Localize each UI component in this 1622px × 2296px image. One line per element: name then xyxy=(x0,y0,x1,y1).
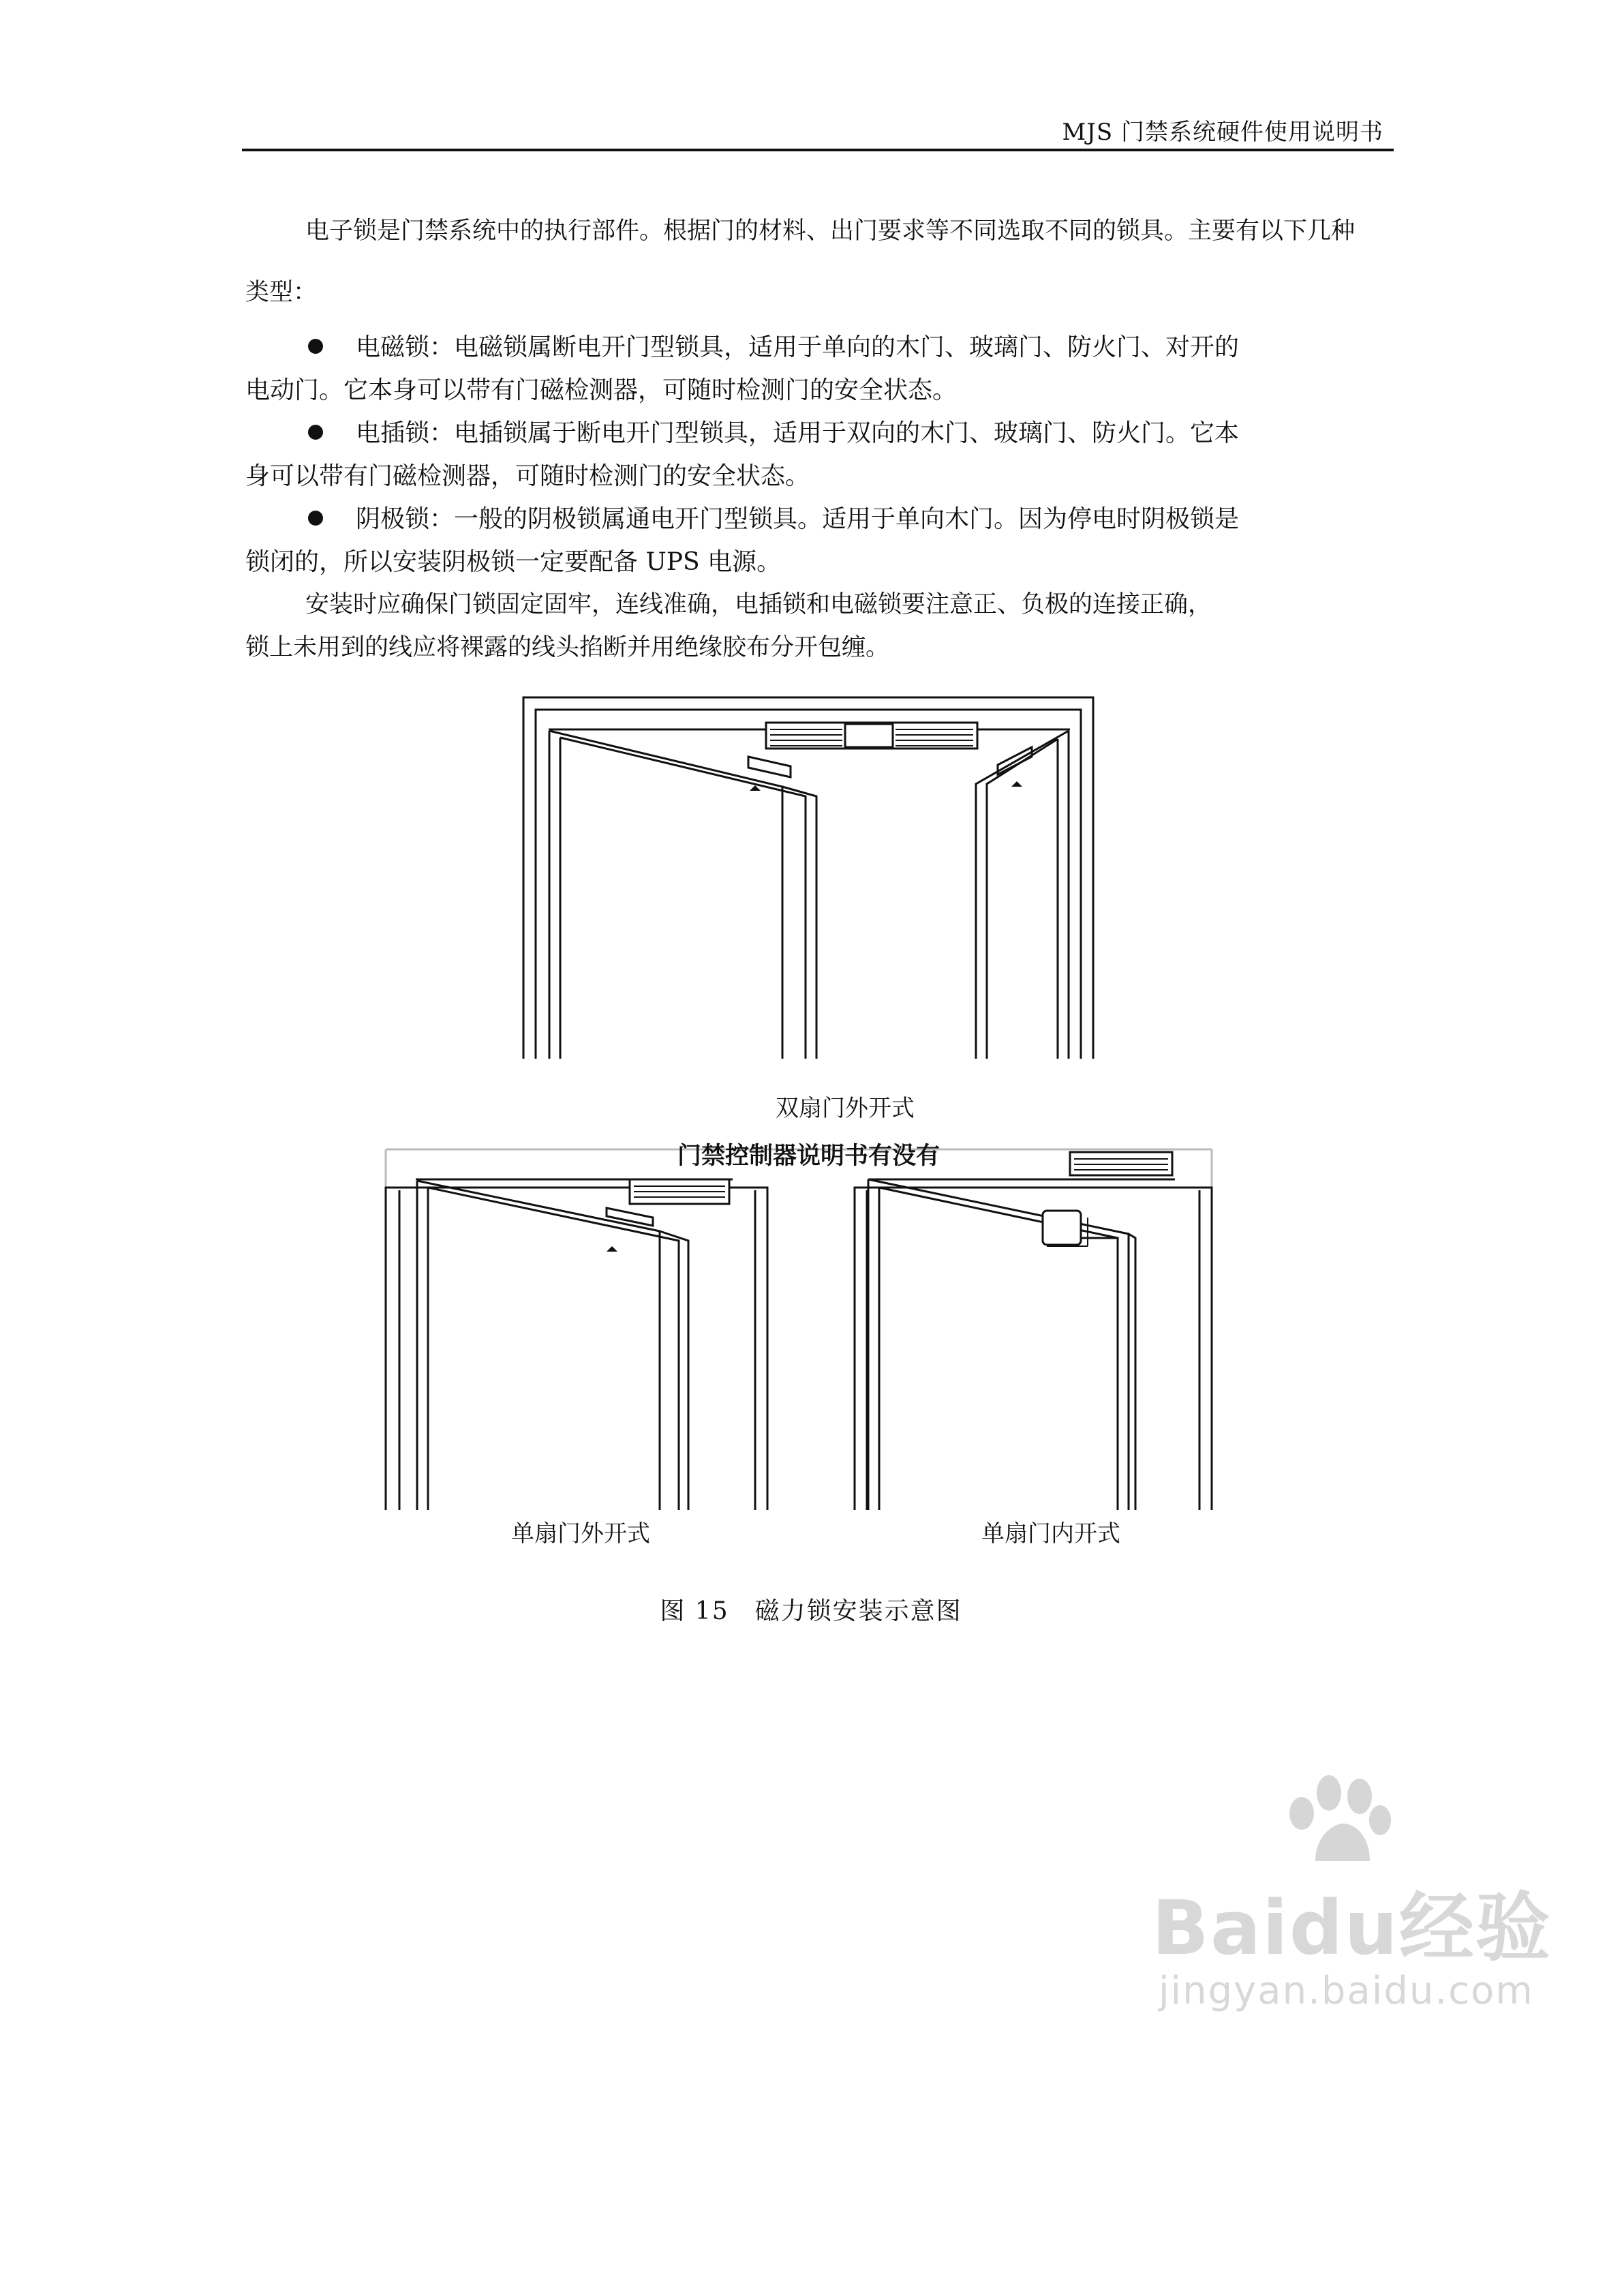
bullet-continuation: 锁闭的，所以安装阴极锁一定要配备 UPS 电源。 xyxy=(245,548,782,576)
intro-paragraph-line-1: 电子锁是门禁系统中的执行部件。根据门的材料、出门要求等不同选取不同的锁具。主要有以下几种 xyxy=(305,217,1356,245)
bullet-text: 阴极锁：一般的阴极锁属通电开门型锁具。适用于单向木门。因为停电时阴极锁是 xyxy=(356,505,1240,533)
bullet-text: 电插锁：电插锁属于断电开门型锁具，适用于双向的木门、玻璃门、防火门。它本 xyxy=(356,419,1240,447)
bullet-continuation: 电动门。它本身可以带有门磁检测器，可随时检测门的安全状态。 xyxy=(245,376,958,404)
watermark-url: jingyan.baidu.com xyxy=(1159,1969,1534,2013)
label-single-door-inward: 单扇门内开式 xyxy=(981,1520,1120,1547)
install-note-line-2: 锁上未用到的线应将裸露的线头掐断并用绝缘胶布分开包缠。 xyxy=(245,634,890,661)
label-double-door-outward: 双扇门外开式 xyxy=(776,1095,915,1122)
running-header-title: MJS 门禁系统硬件使用说明书 xyxy=(1062,119,1383,146)
baidu-watermark xyxy=(1152,1868,1552,2013)
overlay-text: 门禁控制器说明书有没有 xyxy=(677,1143,940,1170)
label-single-door-outward: 单扇门外开式 xyxy=(511,1520,650,1547)
intro-paragraph-line-2: 类型： xyxy=(245,279,318,306)
watermark-logo: Baidu经验 xyxy=(1152,1884,1552,1972)
figure-caption: 图 15 磁力锁安装示意图 xyxy=(660,1597,962,1625)
bullet-text: 电磁锁：电磁锁属断电开门型锁具，适用于单向的木门、玻璃门、防火门、对开的 xyxy=(356,333,1240,361)
paw-icon xyxy=(1274,1766,1397,1868)
bullet-continuation: 身可以带有门磁检测器，可随时检测门的安全状态。 xyxy=(245,462,810,490)
install-note-line-1: 安装时应确保门锁固定固牢，连线准确，电插锁和电磁锁要注意正、负极的连接正确， xyxy=(305,591,1212,618)
